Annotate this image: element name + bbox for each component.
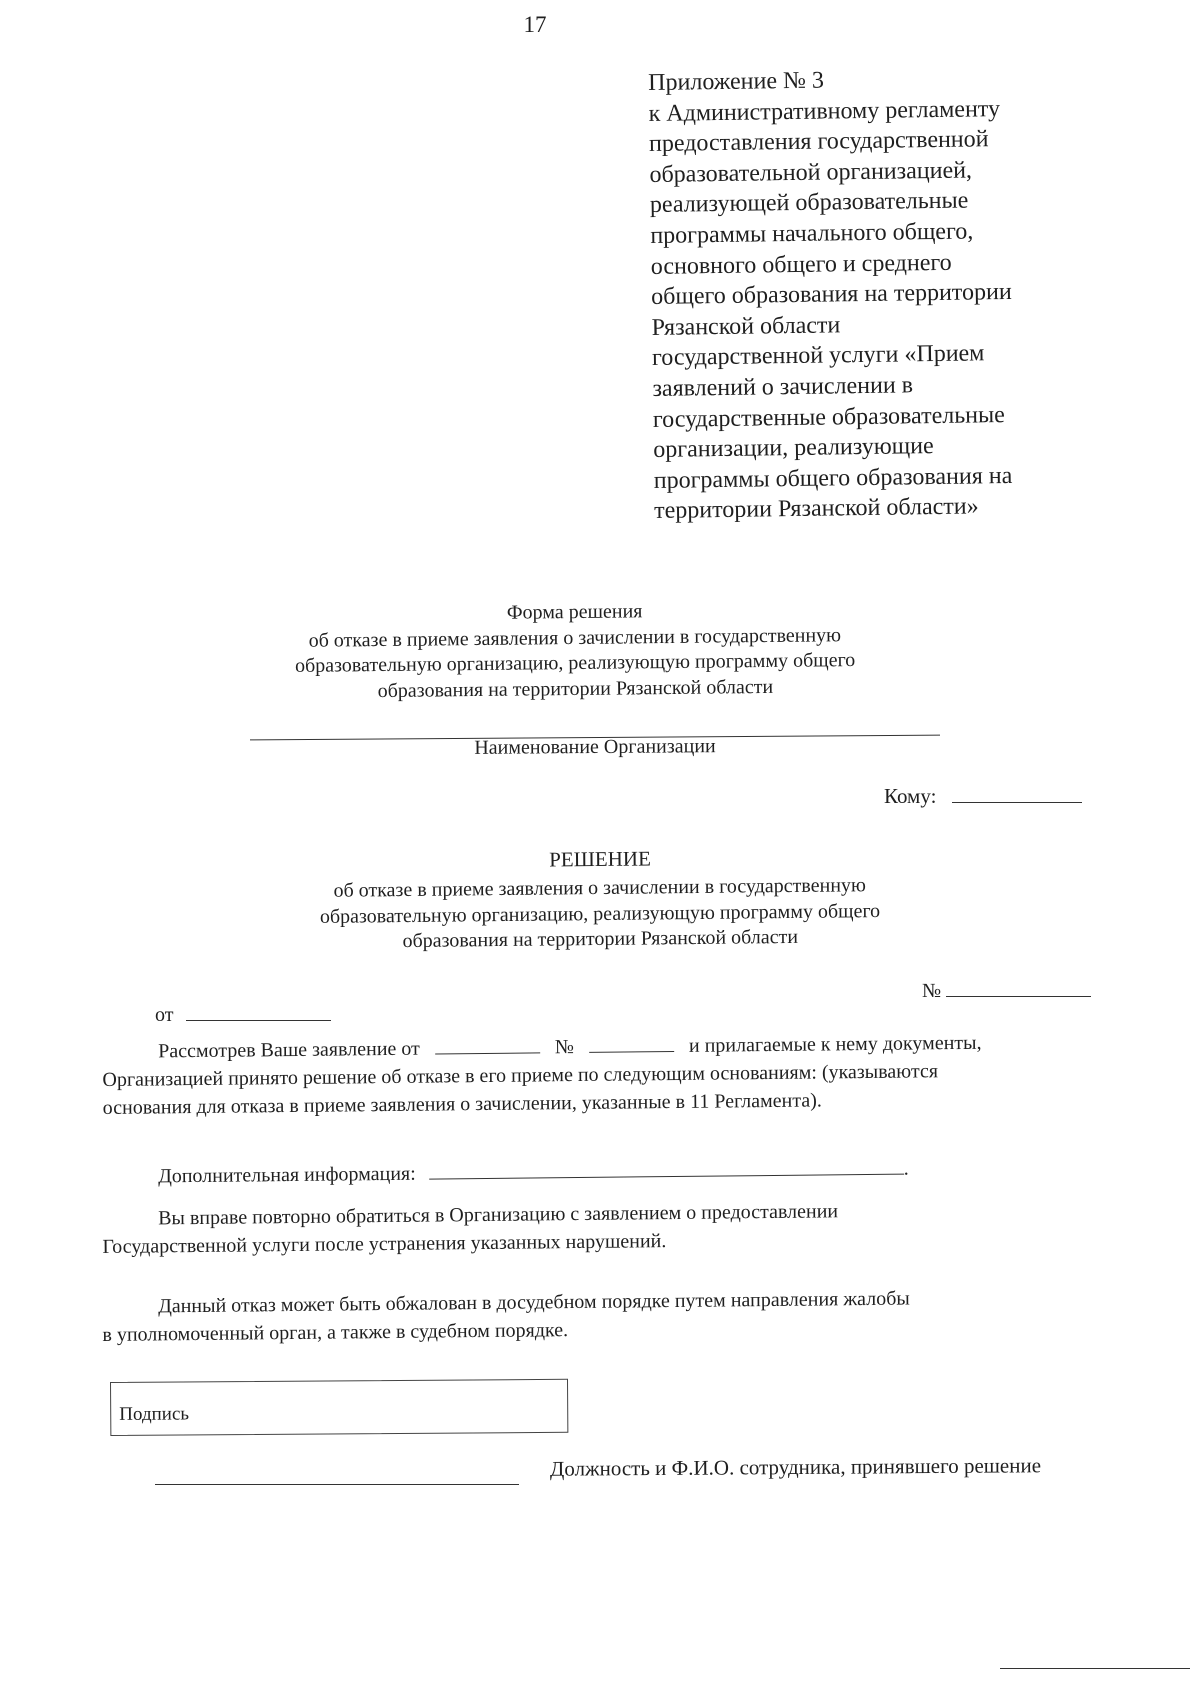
additional-info-row xyxy=(102,1152,1107,1191)
decision-subtitle-line: об отказе в приеме заявления о зачислении в государственную xyxy=(333,874,867,902)
appendix-line: Рязанской области xyxy=(651,312,841,341)
decision-number-field[interactable] xyxy=(946,995,1091,997)
application-text-end: и прилагаемые к нему документы, xyxy=(688,1031,982,1057)
organization-caption: Наименование Организации xyxy=(474,735,716,759)
appendix-line: Приложение № 3 xyxy=(648,67,825,96)
form-title-line: образования на территории Рязанской области xyxy=(377,675,774,702)
appendix-line: программы начального общего, xyxy=(650,218,974,249)
appendix-line: организации, реализующие xyxy=(653,433,934,464)
signature-box[interactable] xyxy=(110,1379,568,1436)
paragraph-line: Данный отказ может быть обжалован в досудебном порядке путем направления жалобы xyxy=(158,1287,910,1318)
appendix-line: реализующей образовательные xyxy=(649,187,969,219)
application-no-label: № xyxy=(554,1036,575,1059)
employee-position-label: Должность и Ф.И.О. сотрудника, принявшего решение xyxy=(549,1453,1042,1481)
additional-info-end: . xyxy=(903,1157,909,1180)
appendix-line: государственной услуги «Прием xyxy=(651,340,985,372)
application-date-field[interactable] xyxy=(435,1051,540,1054)
decision-subtitle-line: образовательную организацию, реализующую программу общего xyxy=(319,899,881,928)
decision-date-row xyxy=(155,1004,331,1027)
appendix-line: территории Рязанской области» xyxy=(654,493,979,525)
page-number: 17 xyxy=(523,12,547,37)
appendix-line: заявлений о зачислении в xyxy=(652,372,914,402)
appendix-line: государственные образовательные xyxy=(652,401,1005,433)
paragraph-reapply xyxy=(102,1194,1108,1261)
form-title-line: Форма решения xyxy=(506,600,643,624)
recipient-row xyxy=(884,784,1082,809)
paragraph-line: Государственной услуги после устранения указанных нарушений. xyxy=(102,1230,667,1258)
signature-label: Подпись xyxy=(119,1403,190,1425)
application-text-start: Рассмотрев Ваше заявление от xyxy=(158,1037,420,1063)
decision-number-row xyxy=(922,980,1091,1003)
additional-info-label: Дополнительная информация: xyxy=(158,1162,416,1188)
appendix-line: основного общего и среднего xyxy=(650,249,952,280)
decision-number-label: № xyxy=(922,980,942,1002)
appendix-line: предоставления государственной xyxy=(648,126,989,158)
appendix-line: к Административному регламенту xyxy=(648,95,1001,127)
form-title-line: об отказе в приеме заявления о зачислении в государственную xyxy=(308,623,842,652)
paragraph-line: Организацией принято решение об отказе в его приеме по следующим основаниям: (указываются xyxy=(102,1060,939,1091)
form-title xyxy=(199,596,950,706)
paragraph-application xyxy=(102,1027,1108,1122)
footer-divider xyxy=(1000,1668,1190,1669)
decision-subtitle xyxy=(210,872,991,957)
paragraph-line: в уполномоченный орган, а также в судебном порядке. xyxy=(102,1319,569,1346)
appendix-line: образовательной организацией, xyxy=(649,157,973,188)
appendix-header xyxy=(648,63,1015,527)
paragraph-line: основания для отказа в приеме заявления о зачислении, указанные в 11 Регламента). xyxy=(102,1089,822,1119)
signature-line[interactable] xyxy=(155,1484,519,1485)
paragraph-line: Вы вправе повторно обратиться в Организацию с заявлением о предоставлении xyxy=(158,1200,839,1230)
form-title-line: образовательную организацию, реализующую программу общего xyxy=(294,649,856,677)
additional-info-field[interactable] xyxy=(429,1173,904,1180)
appendix-line: программы общего образования на xyxy=(653,462,1013,494)
paragraph-appeal xyxy=(102,1282,1108,1349)
recipient-field[interactable] xyxy=(952,801,1082,803)
decision-date-label: от xyxy=(155,1004,174,1026)
application-number-field[interactable] xyxy=(589,1050,674,1053)
decision-date-field[interactable] xyxy=(186,1019,331,1021)
decision-heading: РЕШЕНИЕ xyxy=(549,846,651,872)
decision-subtitle-line: образования на территории Рязанской области xyxy=(402,925,799,953)
appendix-line: общего образования на территории xyxy=(651,279,1012,311)
recipient-label: Кому: xyxy=(884,784,937,808)
